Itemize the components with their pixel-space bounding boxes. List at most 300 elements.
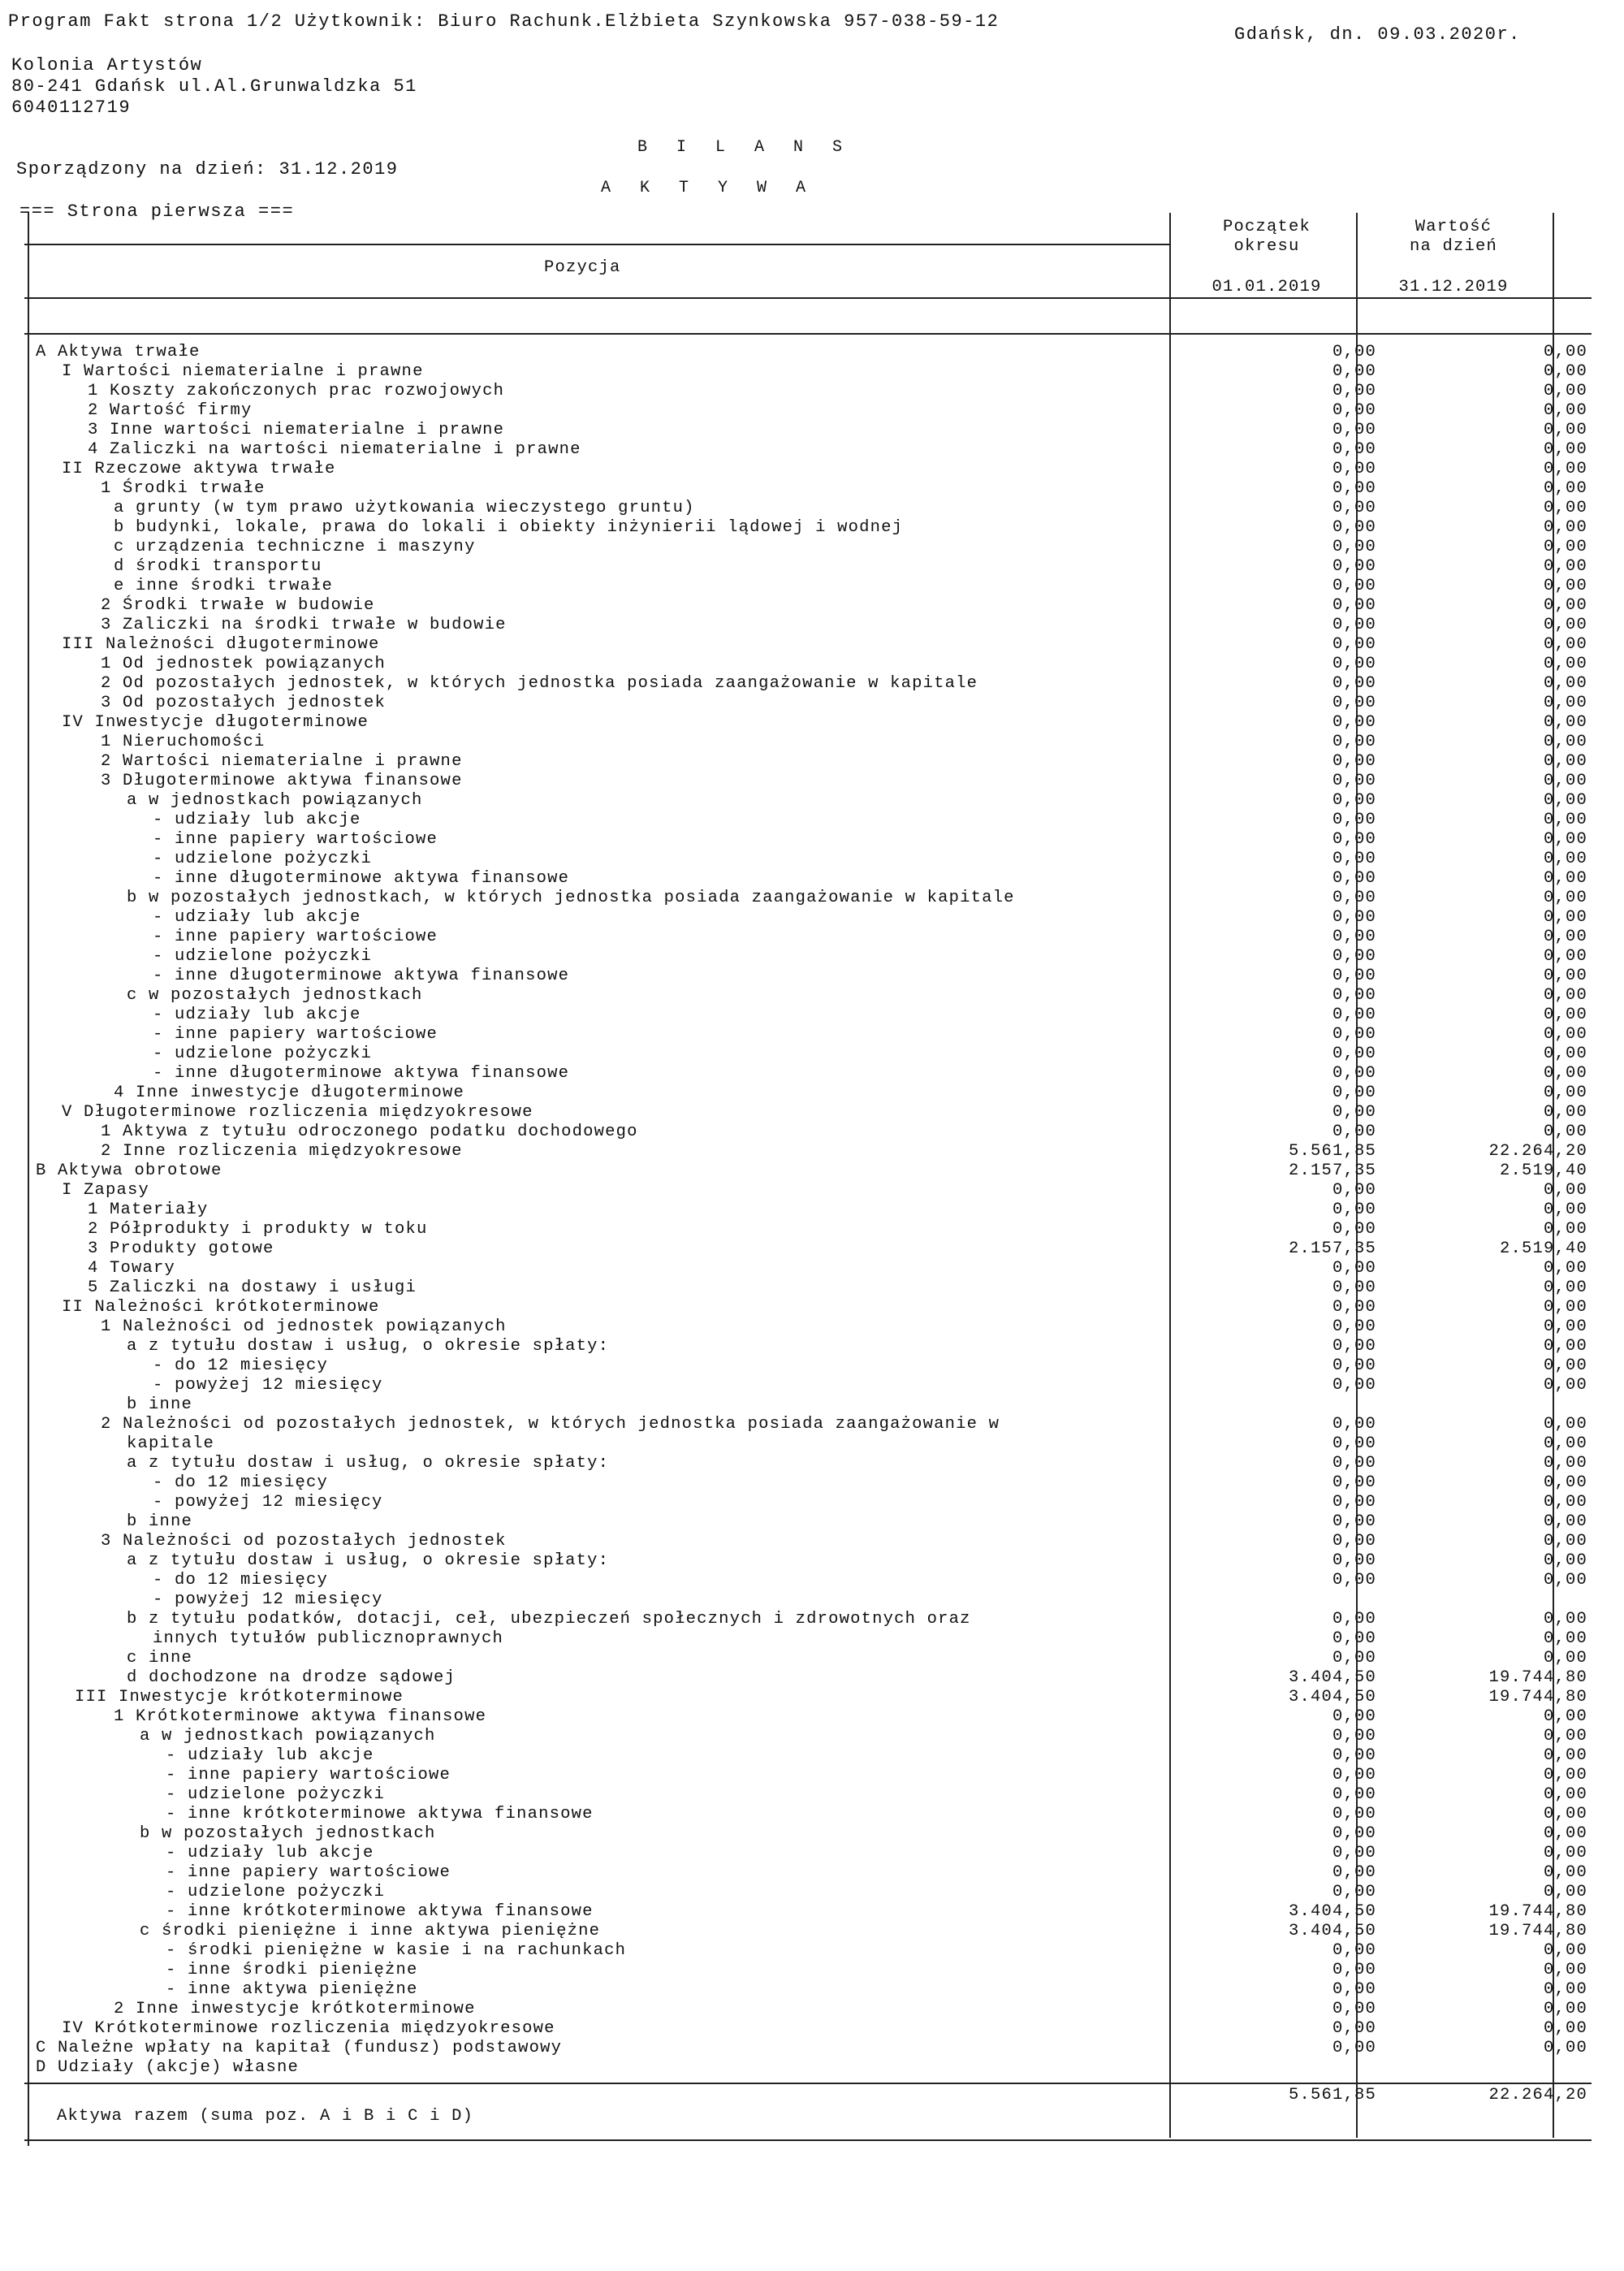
table-row — [24, 1649, 1592, 1668]
row-value-start: 0,00 — [1332, 1103, 1376, 1122]
row-value-end: 0,00 — [1543, 577, 1587, 595]
row-value-end: 0,00 — [1543, 1006, 1587, 1024]
row-label: 1 Koszty zakończonych prac rozwojowych — [88, 382, 505, 400]
row-label: a z tytułu dostaw i usług, o okresie spłaty: — [127, 1454, 610, 1473]
table-row — [24, 479, 1592, 499]
row-value-end: 0,00 — [1543, 1532, 1587, 1551]
row-value-start: 0,00 — [1332, 1454, 1376, 1473]
total-rule-bottom — [24, 2139, 1592, 2141]
table-row — [24, 1064, 1592, 1084]
row-label: - inne papiery wartościowe — [166, 1863, 451, 1882]
row-value-start: 0,00 — [1332, 2019, 1376, 2038]
row-value-start: 0,00 — [1332, 499, 1376, 517]
table-row — [24, 1239, 1592, 1259]
row-value-start: 0,00 — [1332, 1649, 1376, 1668]
row-value-end: 0,00 — [1543, 869, 1587, 888]
row-value-start: 0,00 — [1332, 1844, 1376, 1862]
row-label: - udzielone pożyczki — [166, 1785, 386, 1804]
row-label: IV Krótkoterminowe rozliczenia międzyokresowe — [62, 2019, 555, 2038]
row-value-start: 0,00 — [1332, 713, 1376, 732]
row-label: 1 Od jednostek powiązanych — [101, 655, 387, 673]
row-label: 2 Inne inwestycje krótkoterminowe — [114, 2000, 476, 2018]
row-label: 1 Należności od jednostek powiązanych — [101, 1317, 507, 1336]
table-row — [24, 1006, 1592, 1025]
table-row — [24, 343, 1592, 362]
table-row — [24, 1707, 1592, 1727]
table-row — [24, 1824, 1592, 1844]
row-value-end: 0,00 — [1543, 1883, 1587, 1901]
table-row — [24, 1610, 1592, 1629]
row-label: - udziały lub akcje — [166, 1746, 374, 1765]
row-value-start: 0,00 — [1332, 382, 1376, 400]
row-value-start: 0,00 — [1332, 577, 1376, 595]
row-value-start: 0,00 — [1332, 850, 1376, 868]
row-label: 2 Wartości niematerialne i prawne — [101, 752, 463, 771]
row-value-end: 0,00 — [1543, 986, 1587, 1005]
table-row — [24, 1415, 1592, 1434]
row-value-end: 0,00 — [1543, 1824, 1587, 1843]
table-row — [24, 811, 1592, 830]
row-value-start: 0,00 — [1332, 1805, 1376, 1823]
row-label: c środki pieniężne i inne aktywa pieniężne — [140, 1922, 601, 1940]
table-row — [24, 869, 1592, 889]
row-value-start: 0,00 — [1332, 1785, 1376, 1804]
row-label: 3 Inne wartości niematerialne i prawne — [88, 421, 505, 439]
row-value-start: 0,00 — [1332, 421, 1376, 439]
table-row — [24, 1902, 1592, 1922]
row-value-end: 0,00 — [1543, 2019, 1587, 2038]
table-row — [24, 596, 1592, 616]
table-row — [24, 1493, 1592, 1512]
row-value-end: 0,00 — [1543, 1415, 1587, 1434]
table-row — [24, 1376, 1592, 1395]
row-label: b budynki, lokale, prawa do lokali i obiekty inżynierii lądowej i wodnej — [114, 518, 904, 537]
row-label: - inne długoterminowe aktywa finansowe — [153, 869, 570, 888]
row-value-start: 0,00 — [1332, 1512, 1376, 1531]
row-value-end: 0,00 — [1543, 928, 1587, 946]
table-row — [24, 538, 1592, 557]
row-value-end: 0,00 — [1543, 655, 1587, 673]
row-label: - inne papiery wartościowe — [153, 928, 438, 946]
row-value-start: 0,00 — [1332, 889, 1376, 907]
row-label: A Aktywa trwałe — [36, 343, 201, 361]
row-value-end: 0,00 — [1543, 1181, 1587, 1200]
row-value-end: 0,00 — [1543, 694, 1587, 712]
table-row — [24, 1863, 1592, 1883]
balance-table — [24, 213, 1592, 2146]
row-value-end: 0,00 — [1543, 1610, 1587, 1629]
row-value-start: 0,00 — [1332, 460, 1376, 478]
row-value-start: 0,00 — [1332, 1200, 1376, 1219]
row-value-end: 0,00 — [1543, 1298, 1587, 1317]
row-value-start: 0,00 — [1332, 694, 1376, 712]
row-value-end: 0,00 — [1543, 830, 1587, 849]
row-value-start: 0,00 — [1332, 655, 1376, 673]
row-value-start: 0,00 — [1332, 752, 1376, 771]
row-value-end: 0,00 — [1543, 1493, 1587, 1512]
table-row — [24, 1337, 1592, 1356]
row-value-end: 22.264,20 — [1488, 1142, 1587, 1161]
row-value-end: 0,00 — [1543, 1317, 1587, 1336]
table-row — [24, 2019, 1592, 2039]
row-value-end: 0,00 — [1543, 1337, 1587, 1356]
row-label: 4 Inne inwestycje długoterminowe — [114, 1084, 465, 1102]
table-row — [24, 518, 1592, 538]
table-row — [24, 1805, 1592, 1824]
col-header-end-line2: na dzień — [1409, 237, 1498, 256]
row-value-start: 0,00 — [1332, 830, 1376, 849]
row-value-start: 0,00 — [1332, 1298, 1376, 1317]
row-label: - udziały lub akcje — [153, 1006, 361, 1024]
row-value-start: 0,00 — [1332, 1941, 1376, 1960]
row-value-start: 0,00 — [1332, 1551, 1376, 1570]
table-row — [24, 830, 1592, 850]
row-value-start: 0,00 — [1332, 674, 1376, 693]
row-label: - udzielone pożyczki — [153, 850, 373, 868]
row-label: e inne środki trwałe — [114, 577, 334, 595]
table-row — [24, 1727, 1592, 1746]
row-label: 1 Nieruchomości — [101, 733, 266, 751]
row-value-end: 0,00 — [1543, 1434, 1587, 1453]
row-value-end: 19.744,80 — [1488, 1902, 1587, 1921]
row-value-end: 0,00 — [1543, 1980, 1587, 1999]
row-value-start: 0,00 — [1332, 1045, 1376, 1063]
row-value-start: 0,00 — [1332, 1961, 1376, 1979]
row-label: - do 12 miesięcy — [153, 1571, 329, 1590]
row-value-end: 0,00 — [1543, 1025, 1587, 1044]
row-value-start: 0,00 — [1332, 518, 1376, 537]
row-label: D Udziały (akcje) własne — [36, 2058, 300, 2077]
col-header-start-line2: okresu — [1233, 237, 1300, 256]
row-value-end: 0,00 — [1543, 440, 1587, 459]
row-value-end: 0,00 — [1543, 343, 1587, 361]
table-row — [24, 1454, 1592, 1473]
row-label: 2 Należności od pozostałych jednostek, w których jednostka posiada zaangażowanie w — [101, 1415, 1000, 1434]
row-value-start: 2.157,35 — [1288, 1161, 1376, 1180]
table-row — [24, 557, 1592, 577]
total-label: Aktywa razem (suma poz. A i B i C i D) — [57, 2107, 474, 2126]
table-row — [24, 928, 1592, 947]
row-value-end: 0,00 — [1543, 518, 1587, 537]
row-value-end: 0,00 — [1543, 499, 1587, 517]
row-label: I Wartości niematerialne i prawne — [62, 362, 424, 381]
table-row — [24, 1571, 1592, 1590]
row-value-start: 0,00 — [1332, 908, 1376, 927]
row-value-end: 0,00 — [1543, 1746, 1587, 1765]
row-label: a w jednostkach powiązanych — [127, 791, 423, 810]
row-label: - inne aktywa pieniężne — [166, 1980, 418, 1999]
row-value-end: 0,00 — [1543, 752, 1587, 771]
row-label: II Rzeczowe aktywa trwałe — [62, 460, 336, 478]
row-value-end: 0,00 — [1543, 1941, 1587, 1960]
row-value-start: 0,00 — [1332, 635, 1376, 654]
table-row — [24, 1688, 1592, 1707]
table-row — [24, 1220, 1592, 1239]
row-label: B Aktywa obrotowe — [36, 1161, 222, 1180]
row-label: - inne długoterminowe aktywa finansowe — [153, 967, 570, 985]
row-value-start: 0,00 — [1332, 1356, 1376, 1375]
row-label: 4 Zaliczki na wartości niematerialne i prawne — [88, 440, 581, 459]
row-value-start: 0,00 — [1332, 1317, 1376, 1336]
table-row — [24, 460, 1592, 479]
row-label: innych tytułów publicznoprawnych — [153, 1629, 504, 1648]
row-value-start: 0,00 — [1332, 928, 1376, 946]
table-row — [24, 362, 1592, 382]
row-label: - środki pieniężne w kasie i na rachunkach — [166, 1941, 627, 1960]
row-value-end: 0,00 — [1543, 1278, 1587, 1297]
program-line: Program Fakt strona 1/2 Użytkownik: Biuro Rachunk.Elżbieta Szynkowska 957-038-59-12 — [8, 11, 1000, 32]
table-row — [24, 440, 1592, 460]
table-row — [24, 635, 1592, 655]
row-label: b inne — [127, 1512, 193, 1531]
row-label: d dochodzone na drodze sądowej — [127, 1668, 456, 1687]
row-value-start: 0,00 — [1332, 596, 1376, 615]
row-value-start: 0,00 — [1332, 1824, 1376, 1843]
col-header-date-start: 01.01.2019 — [1212, 278, 1322, 296]
row-value-end: 0,00 — [1543, 1045, 1587, 1063]
col-header-date-end: 31.12.2019 — [1398, 278, 1509, 296]
row-value-end: 0,00 — [1543, 1473, 1587, 1492]
row-label: 2 Środki trwałe w budowie — [101, 596, 375, 615]
row-value-end: 0,00 — [1543, 772, 1587, 790]
table-row — [24, 1317, 1592, 1337]
table-row — [24, 1629, 1592, 1649]
row-value-start: 0,00 — [1332, 1746, 1376, 1765]
row-value-start: 0,00 — [1332, 1025, 1376, 1044]
row-value-end: 0,00 — [1543, 1376, 1587, 1395]
row-value-start: 0,00 — [1332, 2000, 1376, 2018]
company-id: 6040112719 — [11, 97, 132, 118]
row-value-end: 0,00 — [1543, 616, 1587, 634]
row-label: 1 Krótkoterminowe aktywa finansowe — [114, 1707, 487, 1726]
row-value-end: 0,00 — [1543, 713, 1587, 732]
row-label: d środki transportu — [114, 557, 322, 576]
row-value-end: 0,00 — [1543, 850, 1587, 868]
row-value-end: 19.744,80 — [1488, 1668, 1587, 1687]
row-label: b z tytułu podatków, dotacji, ceł, ubezpieczeń społecznych i zdrowotnych oraz — [127, 1610, 971, 1629]
row-value-start: 0,00 — [1332, 1473, 1376, 1492]
row-label: II Należności krótkoterminowe — [62, 1298, 380, 1317]
row-label: b inne — [127, 1395, 193, 1414]
table-row — [24, 1532, 1592, 1551]
table-row — [24, 1961, 1592, 1980]
row-value-start: 0,00 — [1332, 1337, 1376, 1356]
row-value-end: 0,00 — [1543, 1844, 1587, 1862]
table-row — [24, 752, 1592, 772]
row-value-end: 0,00 — [1543, 557, 1587, 576]
row-value-start: 0,00 — [1332, 440, 1376, 459]
table-row — [24, 1045, 1592, 1064]
row-value-end: 2.519,40 — [1499, 1239, 1587, 1258]
row-value-start: 0,00 — [1332, 1980, 1376, 1999]
table-row — [24, 694, 1592, 713]
row-value-end: 0,00 — [1543, 1649, 1587, 1668]
row-value-end: 0,00 — [1543, 889, 1587, 907]
row-label: - inne krótkoterminowe aktywa finansowe — [166, 1902, 594, 1921]
row-label: 5 Zaliczki na dostawy i usługi — [88, 1278, 417, 1297]
row-value-start: 0,00 — [1332, 791, 1376, 810]
row-value-end: 0,00 — [1543, 1064, 1587, 1083]
row-value-start: 0,00 — [1332, 1415, 1376, 1434]
row-value-end: 0,00 — [1543, 1356, 1587, 1375]
row-value-start: 0,00 — [1332, 1766, 1376, 1784]
row-label: - udziały lub akcje — [153, 811, 361, 829]
row-value-end: 0,00 — [1543, 1961, 1587, 1979]
table-row — [24, 1551, 1592, 1571]
table-row — [24, 1941, 1592, 1961]
row-value-end: 0,00 — [1543, 401, 1587, 420]
col-header-start-line1: Początek — [1222, 218, 1311, 236]
header-rule-top — [24, 244, 1169, 245]
table-row — [24, 1512, 1592, 1532]
row-value-start: 3.404,50 — [1288, 1922, 1376, 1940]
table-row — [24, 1084, 1592, 1103]
table-row — [24, 947, 1592, 967]
row-value-end: 0,00 — [1543, 1805, 1587, 1823]
row-value-end: 2.519,40 — [1499, 1161, 1587, 1180]
table-row — [24, 1356, 1592, 1376]
row-label: 1 Materiały — [88, 1200, 209, 1219]
row-label: a w jednostkach powiązanych — [140, 1727, 436, 1745]
row-label: V Długoterminowe rozliczenia międzyokresowe — [62, 1103, 533, 1122]
row-value-start: 3.404,50 — [1288, 1668, 1376, 1687]
row-value-start: 0,00 — [1332, 401, 1376, 420]
row-value-start: 0,00 — [1332, 1064, 1376, 1083]
table-row — [24, 1103, 1592, 1123]
row-value-end: 0,00 — [1543, 1200, 1587, 1219]
row-label: I Zapasy — [62, 1181, 150, 1200]
row-value-end: 0,00 — [1543, 1571, 1587, 1590]
table-row — [24, 850, 1592, 869]
table-row — [24, 772, 1592, 791]
row-value-start: 0,00 — [1332, 1259, 1376, 1278]
row-value-start: 0,00 — [1332, 986, 1376, 1005]
row-label: - udziały lub akcje — [166, 1844, 374, 1862]
row-value-start: 0,00 — [1332, 733, 1376, 751]
row-label: 2 Półprodukty i produkty w toku — [88, 1220, 428, 1239]
row-value-start: 0,00 — [1332, 557, 1376, 576]
row-value-start: 0,00 — [1332, 1220, 1376, 1239]
row-value-end: 0,00 — [1543, 1084, 1587, 1102]
table-row — [24, 1181, 1592, 1200]
table-row — [24, 1766, 1592, 1785]
row-label: - udzielone pożyczki — [153, 1045, 373, 1063]
table-row — [24, 1123, 1592, 1142]
row-label: 3 Zaliczki na środki trwałe w budowie — [101, 616, 507, 634]
row-label: 2 Inne rozliczenia międzyokresowe — [101, 1142, 463, 1161]
col-header-position: Pozycja — [544, 258, 621, 277]
row-value-end: 0,00 — [1543, 908, 1587, 927]
row-value-end: 0,00 — [1543, 1454, 1587, 1473]
total-value-end: 22.264,20 — [1488, 2086, 1587, 2104]
table-row — [24, 967, 1592, 986]
table-row — [24, 1395, 1592, 1415]
row-label: - inne papiery wartościowe — [166, 1766, 451, 1784]
table-row — [24, 1844, 1592, 1863]
table-row — [24, 1259, 1592, 1278]
row-value-end: 0,00 — [1543, 2000, 1587, 2018]
row-label: a z tytułu dostaw i usług, o okresie spłaty: — [127, 1337, 610, 1356]
table-row — [24, 1161, 1592, 1181]
table-row — [24, 733, 1592, 752]
row-value-end: 0,00 — [1543, 538, 1587, 556]
row-value-end: 0,00 — [1543, 1766, 1587, 1784]
row-value-start: 0,00 — [1332, 1278, 1376, 1297]
total-label-row — [24, 2107, 1592, 2126]
row-value-end: 0,00 — [1543, 1707, 1587, 1726]
row-label: - udziały lub akcje — [153, 908, 361, 927]
row-value-start: 0,00 — [1332, 1610, 1376, 1629]
row-value-start: 0,00 — [1332, 1727, 1376, 1745]
row-value-start: 0,00 — [1332, 1532, 1376, 1551]
row-value-start: 0,00 — [1332, 1006, 1376, 1024]
row-value-end: 0,00 — [1543, 596, 1587, 615]
table-row — [24, 2058, 1592, 2078]
row-label: - udzielone pożyczki — [166, 1883, 386, 1901]
row-label: - powyżej 12 miesięcy — [153, 1590, 383, 1609]
table-row — [24, 713, 1592, 733]
row-value-end: 19.744,80 — [1488, 1688, 1587, 1706]
row-value-start: 0,00 — [1332, 538, 1376, 556]
document-title: B I L A N S — [637, 138, 853, 157]
table-row — [24, 577, 1592, 596]
row-label: 2 Od pozostałych jednostek, w których jednostka posiada zaangażowanie w kapitale — [101, 674, 978, 693]
table-row — [24, 908, 1592, 928]
row-label: 3 Od pozostałych jednostek — [101, 694, 387, 712]
table-row — [24, 1142, 1592, 1161]
row-label: - inne długoterminowe aktywa finansowe — [153, 1064, 570, 1083]
table-row — [24, 889, 1592, 908]
row-value-end: 0,00 — [1543, 460, 1587, 478]
row-value-start: 5.561,85 — [1288, 1142, 1376, 1161]
table-row — [24, 986, 1592, 1006]
row-label: b w pozostałych jednostkach — [140, 1824, 436, 1843]
row-value-start: 2.157,35 — [1288, 1239, 1376, 1258]
table-row — [24, 1785, 1592, 1805]
row-value-start: 0,00 — [1332, 772, 1376, 790]
row-value-end: 0,00 — [1543, 947, 1587, 966]
row-value-end: 0,00 — [1543, 1512, 1587, 1531]
table-row — [24, 616, 1592, 635]
row-value-start: 0,00 — [1332, 1707, 1376, 1726]
table-row — [24, 2039, 1592, 2058]
row-value-end: 0,00 — [1543, 1220, 1587, 1239]
row-value-end: 0,00 — [1543, 1103, 1587, 1122]
row-label: 3 Produkty gotowe — [88, 1239, 274, 1258]
row-label: - inne papiery wartościowe — [153, 1025, 438, 1044]
row-value-start: 0,00 — [1332, 811, 1376, 829]
col-header-end-line1: Wartość — [1415, 218, 1492, 236]
row-value-end: 0,00 — [1543, 362, 1587, 381]
company-name: Kolonia Artystów — [11, 55, 203, 76]
table-row — [24, 499, 1592, 518]
table-row — [24, 1590, 1592, 1610]
page-section: === Strona pierwsza === — [19, 201, 295, 222]
row-value-start: 0,00 — [1332, 362, 1376, 381]
row-value-end: 0,00 — [1543, 733, 1587, 751]
row-label: - powyżej 12 miesięcy — [153, 1493, 383, 1512]
row-value-start: 0,00 — [1332, 2039, 1376, 2057]
row-label: kapitale — [127, 1434, 215, 1453]
row-label: - inne środki pieniężne — [166, 1961, 418, 1979]
row-value-start: 0,00 — [1332, 869, 1376, 888]
row-value-start: 0,00 — [1332, 1629, 1376, 1648]
row-label: c w pozostałych jednostkach — [127, 986, 423, 1005]
row-label: - udzielone pożyczki — [153, 947, 373, 966]
total-rule-top — [24, 2083, 1592, 2084]
row-label: 4 Towary — [88, 1259, 176, 1278]
row-label: a grunty (w tym prawo użytkowania wieczystego gruntu) — [114, 499, 695, 517]
